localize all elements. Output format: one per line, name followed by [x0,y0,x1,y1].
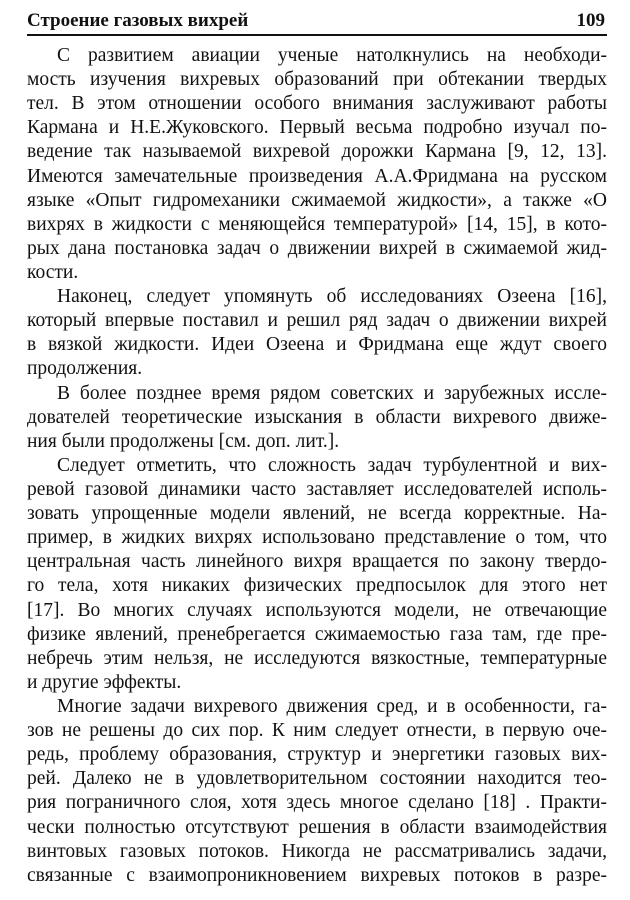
text-line: рей. Далеко не в удовлетворительном состоянии находится тео- [27,768,607,790]
text-line: тел. В этом отношении особого внимания заслуживают работы [27,93,607,115]
text-line: который впервые поставил и решил ряд задач о движении вихрей [27,310,607,332]
text-line: небречь этим нельзя, не исследуются вязкостные, температурные [27,647,607,669]
paragraph [27,382,607,454]
text-line: и другие эффекты. [27,671,182,693]
text-line: Имеются замечательные произведения А.А.Фридмана на русском [27,165,607,187]
running-header [27,8,607,36]
paragraph [27,695,607,888]
text-line: мость изучения вихревых образований при обтекании твердых [27,69,607,91]
text-line: связанные с взаимопроникновением вихревых потоков в разре- [27,864,607,886]
text-line: Кармана и Н.Е.Жуковского. Первый весьма подробно изучал по- [27,117,607,139]
text-line: рых дана постановка задач о движении вихрей в сжимаемой жид- [27,237,607,259]
page-number: 109 [576,10,605,31]
text-line: винтовых газовых потоков. Никогда не рассматривались задачи, [27,840,607,862]
text-line: ведение так называемой вихревой дорожки Кармана [9, 12, 13]. [27,141,607,163]
text-line: Многие задачи вихревого движения сред, и в особенности, га- [57,695,607,717]
paragraph [27,454,607,695]
text-line: ния были продолжены [см. доп. лит.]. [27,430,340,452]
text-line: редь, проблему образования, структур и энергетики газовых вих- [27,744,607,766]
text-line: языке «Опыт гидромеханики сжимаемой жидкости», а также «О [27,189,607,211]
paragraph [27,285,607,381]
paragraph [27,44,607,285]
text-line: физике явлений, пренебрегается сжимаемостью газа там, где пре- [27,623,607,645]
text-line: зов не решены до сих пор. К ним следует отнести, в первую оче- [27,720,607,742]
text-line: чески полностью отсутствуют решения в области взаимодействия [27,816,607,838]
text-line: рия пограничного слоя, хотя здесь многое сделано [18] . Практи- [27,792,607,814]
text-line: [17]. Во многих случаях используются модели, не отвечающие [27,599,607,621]
body-text [27,44,607,888]
text-line: зовать упрощенные модели явлений, не всегда корректные. На- [27,503,607,525]
text-line: В более позднее время рядом советских и зарубежных иссле- [57,382,607,404]
text-line: в вязкой жидкости. Идеи Озеена и Фридмана еще ждут своего [27,334,607,356]
text-line: С развитием авиации ученые натолкнулись на необходи- [57,45,607,66]
text-line: кости. [27,261,79,283]
text-line: центральная часть линейного вихря вращается по закону твердо- [27,551,607,573]
running-header-title: Строение газовых вихрей [27,10,249,31]
text-line: продолжения. [27,358,143,380]
text-line: го тела, хотя никаких физических предпосылок для этого нет [27,575,607,597]
text-line: Наконец, следует упомянуть об исследованиях Озеена [16], [57,286,607,308]
text-line: вихрях в жидкости с меняющейся температурой» [14, 15], в кото- [27,213,607,235]
text-line: пример, в жидких вихрях использовано представление о том, что [27,527,607,549]
text-line: дователей теоретические изыскания в области вихревого движе- [27,406,607,428]
text-line: ревой газовой динамики часто заставляет исследователей исполь- [27,478,607,500]
text-line: Следует отметить, что сложность задач турбулентной и вих- [57,454,607,476]
